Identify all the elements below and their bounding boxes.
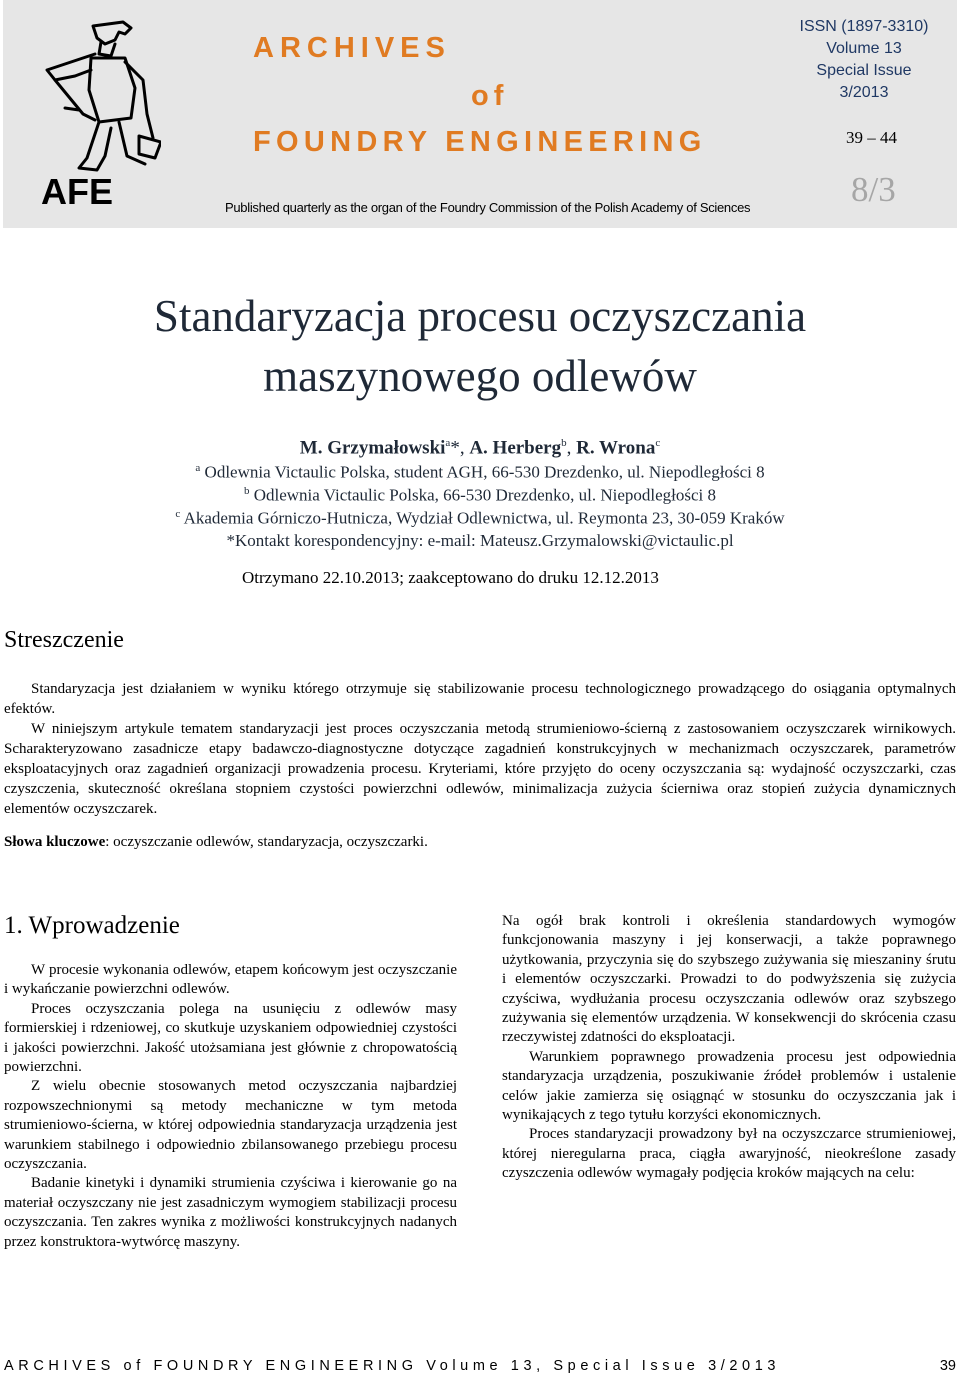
journal-title-line3: FOUNDRY ENGINEERING [253,126,707,158]
affiliation [0,462,960,483]
abstract-heading: Streszczenie [4,627,124,653]
affiliation-text: Odlewnia Victaulic Polska, 66-530 Drezdenko, ul. Niepodległości 8 [249,485,717,505]
page-number: 39 [939,1358,956,1374]
abstract-paragraph: Standaryzacja jest działaniem w wyniku którego otrzymuje się stabilizowanie procesu technologicznego prowadzącego do osiągania optymalnych efektów. [4,681,956,717]
body-paragraph: Proces oczyszczania polega na usunięciu z odlewów masy formierskiej i rdzeniowej, co skutkuje uzyskaniem odpowiedniej czystości i jakości powierzchni. Jakość utożsamiana jest głównie z chropowatością powierzchni. [4,1000,457,1076]
author-sup: a [445,437,451,449]
author-name: R. Wrona [576,437,656,459]
body-paragraph: W procesie wykonania odlewów, etapem końcowym jest oczyszczanie i wykańczanie powierzchni odlewów. [4,962,457,998]
article-number: 8/3 [851,170,896,209]
author-name: A. Herberg [469,437,562,459]
body-paragraph: Badanie kinetyki i dynamiki strumienia czyściwa i kierowanie go na materiał oczyszczany nie jest zasadniczym wymogiem stabilizacji procesu oczyszczania. Ten zakres wynika z możliwości konstrukcyjnych nadanych przez konstruktora-wytwórcę maszyny. [4,1175,457,1250]
issn-block [789,16,939,104]
affiliation-text: Odlewnia Victaulic Polska, student AGH, 66-530 Drezdenko, ul. Niepodległości 8 [200,462,765,482]
body-paragraph: Z wielu obecnie stosowanych metod oczyszczania najbardziej rozpowszechnionymi są metody mechaniczne w tym metoda strumieniowo-ścierna, w której odpowiednia standaryzacja urządzenia jest warunkiem stabilnego i odpowiednio zbilansowanego przebiegu procesu oczyszczania. [4,1078,457,1173]
body-paragraph: Warunkiem poprawnego prowadzenia procesu jest odpowiednia standaryzacja urządzenia, poszukiwanie źródeł problemów i ustalenie celów jakie zamierza się osiągnąć w stosunku do oczyszczania jak i wynikających z tego tytułu korzyści ekonomicznych. [502,1048,956,1124]
keywords-label: Słowa kluczowe [4,834,106,850]
affiliation-sup: a [195,462,201,474]
keywords-text: : oczyszczanie odlewów, standaryzacja, oczyszczarki. [105,834,428,850]
journal-title-line2: of [471,80,509,112]
author-sup: c [655,437,661,449]
keywords [4,834,428,851]
published-line: Published quarterly as the organ of the Foundry Commission of the Polish Academy of Sciences [225,200,751,215]
afe-logo [35,18,161,208]
affiliation [0,485,960,506]
special-issue: Special Issue [816,62,912,79]
affiliation-sup: b [243,485,250,497]
issn: ISSN (1897-3310) [799,18,929,35]
page-range: 39 – 44 [846,128,897,147]
author-sup: b [561,437,567,449]
running-footer: ARCHIVES of FOUNDRY ENGINEERING Volume 13, Special Issue 3/2013 [4,1358,781,1374]
affiliation-sup: c [175,508,181,520]
volume: Volume 13 [826,40,902,57]
body-paragraph: Na ogół brak kontroli i określenia standardowych wymogów funkcjonowania maszyny i jej konserwacji, a także poprawnego użytkowania, przyczynia się do szybszego zużywania się mieszaniny śrutu i elementów oczyszczarki. Prowadzi to do podwyższenia się zużycia czyściwa, wydłużania procesu oczyszczania odlewów oraz szybszego zużywania się elementów urządzenia. W konsekwencji do skrócenia czasu rzeczywistej zdatności do eksploatacji. [502,913,956,1046]
affiliation [0,508,960,529]
svg-text:AFE: AFE [41,171,113,208]
author-separator: , [566,437,577,459]
body-paragraph: Proces standaryzacji prowadzony był na oczyszczarce strumieniowej, której nieregularna praca, ciągła awaryjność, nieokreślone zasady czyszczenia odlewów wymagały podjęcia kroków mających na celu: [502,1126,956,1182]
author-list [0,437,960,459]
affiliation-text: Akademia Górniczo-Hutnicza, Wydział Odlewnictwa, ul. Reymonta 23, 30-059 Kraków [180,508,785,528]
left-column [4,961,457,1252]
author-name: M. Grzymałowski [299,437,446,459]
abstract-paragraph: W niniejszym artykule tematem standaryzacji jest proces oczyszczania metodą strumieniowo-ścierną z zastosowaniem oczyszczarek wirnikowych. Scharakteryzowano zasadnicze etapy badawczo-diagnostyczne dotyczące zagadnień konstrukcyjnych w mechanizmach oczyszczarek, parametrów eksploatacyjnych oraz zagadnień organizacji prowadzenia procesu. Kryteriami, które przyjęto do oceny oczyszczania są: wydajność oczyszczarki, czas czyszczenia, skuteczność określana stopniem czystości powierzchni odlewów, minimalizacja zużycia ścierniwa oraz stopień zużycia dynamicznych elementów oczyszczarek. [4,721,956,817]
article-title-line1: Standaryzacja procesu oczyszczania [153,291,807,341]
author-separator: *, [450,437,470,459]
issue-number: 3/2013 [839,84,889,101]
journal-title-line1: ARCHIVES [253,32,451,64]
contact-email: *Kontakt korespondencyjny: e-mail: Mateusz.Grzymalowski@victaulic.pl [226,531,734,550]
abstract-body [4,679,956,819]
section-heading: 1. Wprowadzenie [4,912,180,939]
journal-header [3,0,957,228]
article-title-line2: maszynowego odlewów [263,351,697,401]
received-dates: Otrzymano 22.10.2013; zaakceptowano do druku 12.12.2013 [242,568,659,587]
right-column [502,912,956,1184]
